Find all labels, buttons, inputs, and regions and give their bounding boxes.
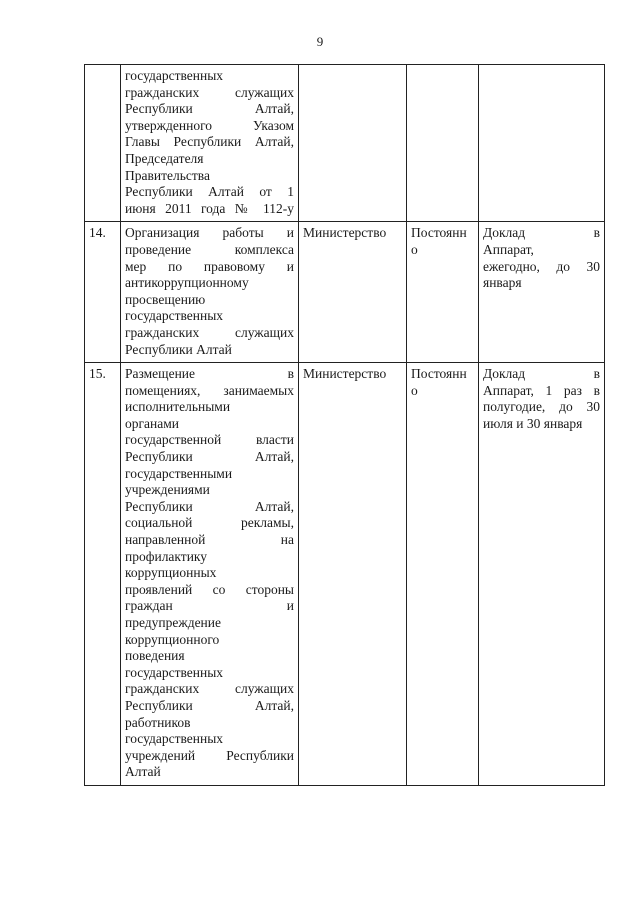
activity-line: помещениях, занимаемых: [125, 382, 294, 398]
term-cell: [407, 65, 479, 222]
term-line: о: [411, 382, 418, 398]
report-line: Доклад в: [483, 366, 600, 382]
term-cell: [407, 222, 479, 363]
report-line: января: [483, 275, 522, 291]
activity-line: проведение комплекса: [125, 241, 294, 257]
activity-line: Республики Алтай,: [125, 449, 294, 465]
row-number: [85, 65, 121, 222]
table-row: [85, 363, 605, 786]
activity-line: коррупционных: [125, 565, 217, 581]
table-row: [85, 222, 605, 363]
activity-line: направленной на: [125, 532, 294, 548]
activity-line: предупреждение: [125, 615, 222, 630]
activity-cell: [121, 222, 299, 363]
report-line: полугодие, до 30: [483, 399, 600, 415]
activity-line: Правительства: [125, 167, 210, 183]
activity-line: социальной рекламы,: [125, 515, 294, 531]
activity-line: просвещению: [125, 291, 206, 307]
activity-line: государственных: [125, 308, 224, 324]
executor-cell: Министерство: [299, 363, 407, 786]
activity-line: государственных: [125, 731, 224, 747]
row-number: 14.: [85, 222, 121, 363]
activity-line: органами: [125, 415, 180, 431]
activity-line: Республики Алтай,: [125, 498, 294, 514]
term-line: Постоянн: [411, 225, 467, 241]
activity-line: поведения: [125, 648, 185, 664]
activity-line: утвержденного Указом: [125, 117, 294, 133]
activity-line: государственными: [125, 465, 233, 481]
table-row: [85, 65, 605, 222]
activity-line: Председателя: [125, 150, 204, 166]
report-cell: [479, 65, 605, 222]
report-line: июля и 30 января: [483, 415, 583, 431]
report-line: Аппарат, 1 раз в: [483, 382, 600, 398]
term-line: о: [411, 241, 418, 257]
measures-table-body: [85, 65, 605, 786]
activity-line: исполнительными: [125, 399, 231, 415]
row-number: 15.: [85, 363, 121, 786]
page-number: 9: [316, 34, 324, 49]
activity-line: государственных: [125, 664, 224, 680]
term-cell: [407, 363, 479, 786]
activity-line: коррупционного: [125, 631, 220, 647]
activity-line: Главы Республики Алтай,: [125, 134, 294, 150]
activity-line: гражданских служащих: [125, 681, 294, 697]
activity-line: июня 2011 года № 112-у: [125, 200, 294, 216]
activity-line: профилактику: [125, 548, 208, 564]
activity-cell: [121, 363, 299, 786]
activity-line: Организация работы и: [125, 225, 294, 241]
activity-line: мер по правовому и: [125, 258, 294, 274]
report-line: Доклад в: [483, 225, 600, 241]
activity-line: гражданских служащих: [125, 324, 294, 340]
activity-line: работников: [125, 714, 191, 730]
activity-line: Республики Алтай,: [125, 697, 294, 713]
executor-cell: Министерство: [299, 222, 407, 363]
term-line: Постоянн: [411, 366, 467, 382]
activity-line: Республики Алтай,: [125, 101, 294, 117]
activity-line: антикоррупционному: [125, 275, 249, 291]
activity-line: Алтай: [125, 764, 161, 780]
activity-line: государственных: [125, 68, 224, 83]
activity-line: Республики Алтай: [125, 341, 232, 357]
activity-line: учреждениями: [125, 482, 210, 498]
report-cell: [479, 222, 605, 363]
activity-line: государственной власти: [125, 432, 294, 448]
activity-line: граждан и: [125, 598, 294, 614]
measures-table: [84, 64, 605, 786]
report-line: ежегодно, до 30: [483, 258, 600, 274]
report-line: Аппарат,: [483, 241, 534, 257]
activity-line: Размещение в: [125, 366, 294, 382]
report-cell: [479, 363, 605, 786]
activity-line: проявлений со стороны: [125, 581, 294, 597]
activity-cell: [121, 65, 299, 222]
executor-cell: [299, 65, 407, 222]
activity-line: гражданских служащих: [125, 84, 294, 100]
activity-line: Республики Алтай от 1: [125, 184, 294, 200]
activity-line: учреждений Республики: [125, 747, 294, 763]
